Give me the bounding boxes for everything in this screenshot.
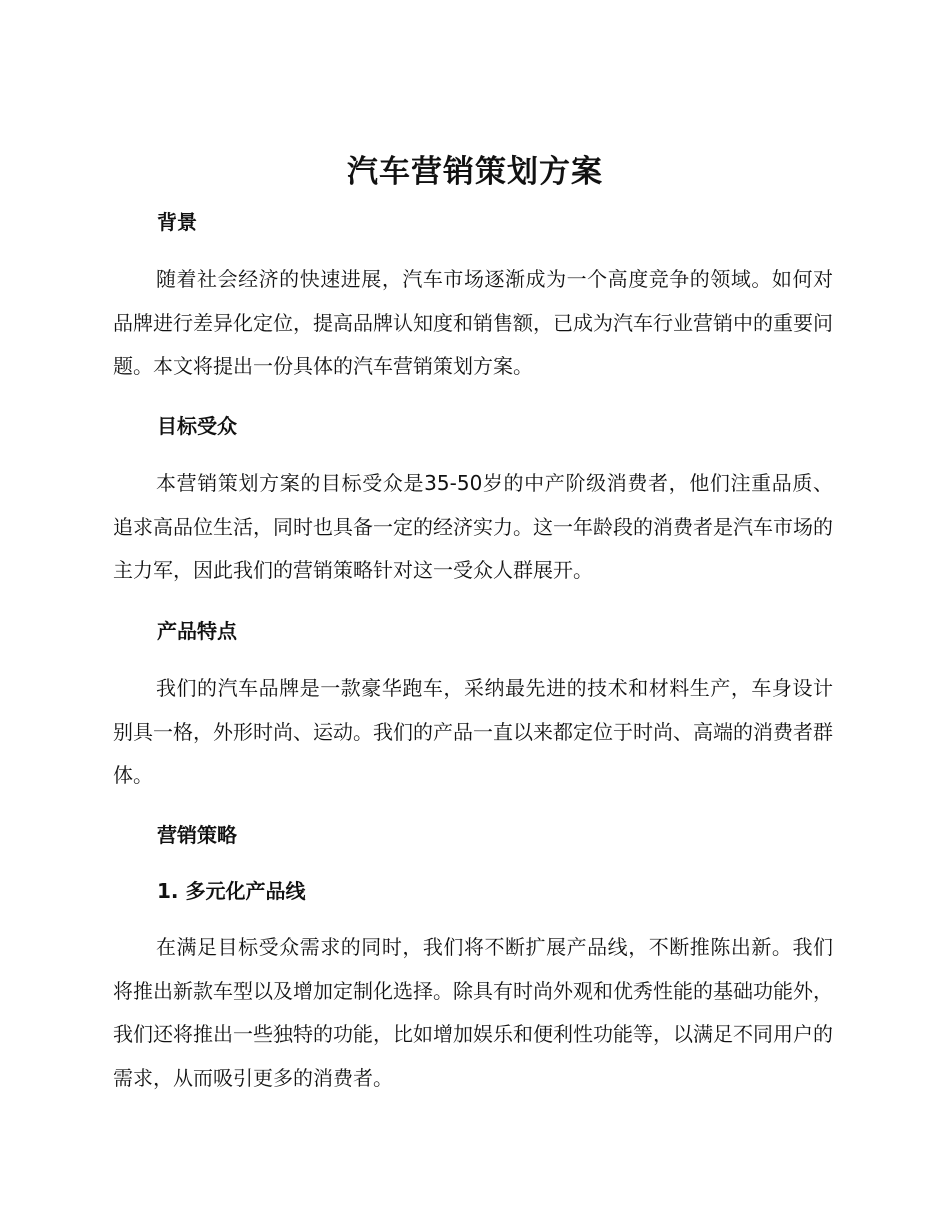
document-title: 汽车营销策划方案 [347, 154, 603, 190]
paragraph-diversified-product-line: 在满足目标受众需求的同时，我们将不断扩展产品线，不断推陈出新。我们将推出新款车型以及增加定制化选择。除具有时尚外观和优秀性能的基础功能外，我们还将推出一些独特的功能，比如增加娱乐和便利性功能等，以满足不同用户的需求，从而吸引更多的消费者。 [113, 935, 833, 1090]
paragraph-target-audience: 本营销策划方案的目标受众是35-50岁的中产阶级消费者，他们注重品质、追求高品位生活，同时也具备一定的经济实力。这一年龄段的消费者是汽车市场的主力军，因此我们的营销策略针对这一受众人群展开。 [113, 471, 833, 582]
section-heading-target-audience: 目标受众 [157, 414, 237, 438]
paragraph-background: 随着社会经济的快速进展，汽车市场逐渐成为一个高度竞争的领域。如何对品牌进行差异化定位，提高品牌认知度和销售额，已成为汽车行业营销中的重要问题。本文将提出一份具体的汽车营销策划方案。 [113, 267, 833, 378]
paragraph-product-features: 我们的汽车品牌是一款豪华跑车，采纳最先进的技术和材料生产，车身设计别具一格，外形时尚、运动。我们的产品一直以来都定位于时尚、高端的消费者群体。 [113, 676, 833, 787]
subheading-diversified-product-line: 1. 多元化产品线 [157, 879, 306, 903]
section-heading-product-features: 产品特点 [157, 619, 237, 643]
section-heading-background: 背景 [157, 210, 197, 234]
section-heading-marketing-strategy: 营销策略 [157, 823, 237, 847]
